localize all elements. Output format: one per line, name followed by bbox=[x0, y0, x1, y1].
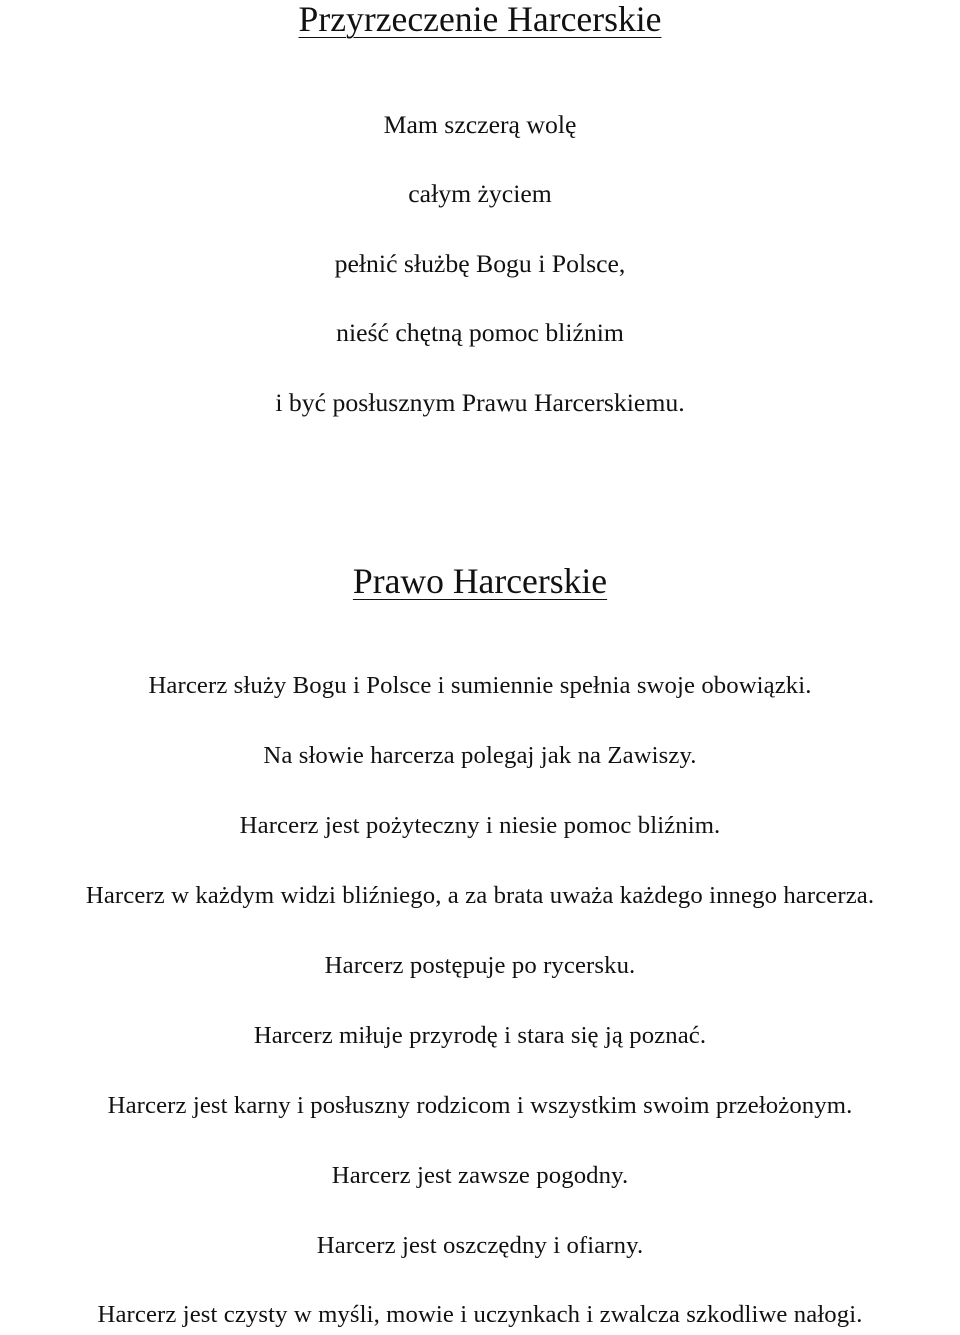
law-point: Harcerz jest oszczędny i ofiarny. bbox=[316, 1232, 644, 1259]
law-point: Harcerz jest pożyteczny i niesie pomoc bliźnim. bbox=[239, 812, 721, 839]
law-point: Harcerz postępuje po rycersku. bbox=[324, 952, 636, 979]
law-point: Harcerz służy Bogu i Polsce i sumiennie spełnia swoje obowiązki. bbox=[148, 672, 812, 699]
promise-line: nieść chętną pomoc bliźnim bbox=[336, 318, 624, 347]
law-point: Harcerz jest czysty w myśli, mowie i uczynkach i zwalcza szkodliwe nałogi. bbox=[97, 1301, 863, 1328]
law-point: Harcerz jest zawsze pogodny. bbox=[331, 1162, 629, 1189]
law-point: Harcerz jest karny i posłuszny rodzicom i wszystkim swoim przełożonym. bbox=[107, 1092, 853, 1119]
promise-line: pełnić służbę Bogu i Polsce, bbox=[334, 249, 626, 278]
promise-line: i być posłusznym Prawu Harcerskiemu. bbox=[275, 388, 685, 417]
promise-title: Przyrzeczenie Harcerskie bbox=[298, 0, 662, 39]
promise-line: całym życiem bbox=[408, 179, 552, 208]
law-point: Harcerz miłuje przyrodę i stara się ją poznać. bbox=[253, 1022, 707, 1049]
promise-line: Mam szczerą wolę bbox=[383, 110, 577, 139]
law-point: Na słowie harcerza polegaj jak na Zawiszy. bbox=[263, 742, 697, 769]
law-title: Prawo Harcerskie bbox=[352, 561, 608, 601]
law-point: Harcerz w każdym widzi bliźniego, a za brata uważa każdego innego harcerza. bbox=[85, 882, 875, 909]
